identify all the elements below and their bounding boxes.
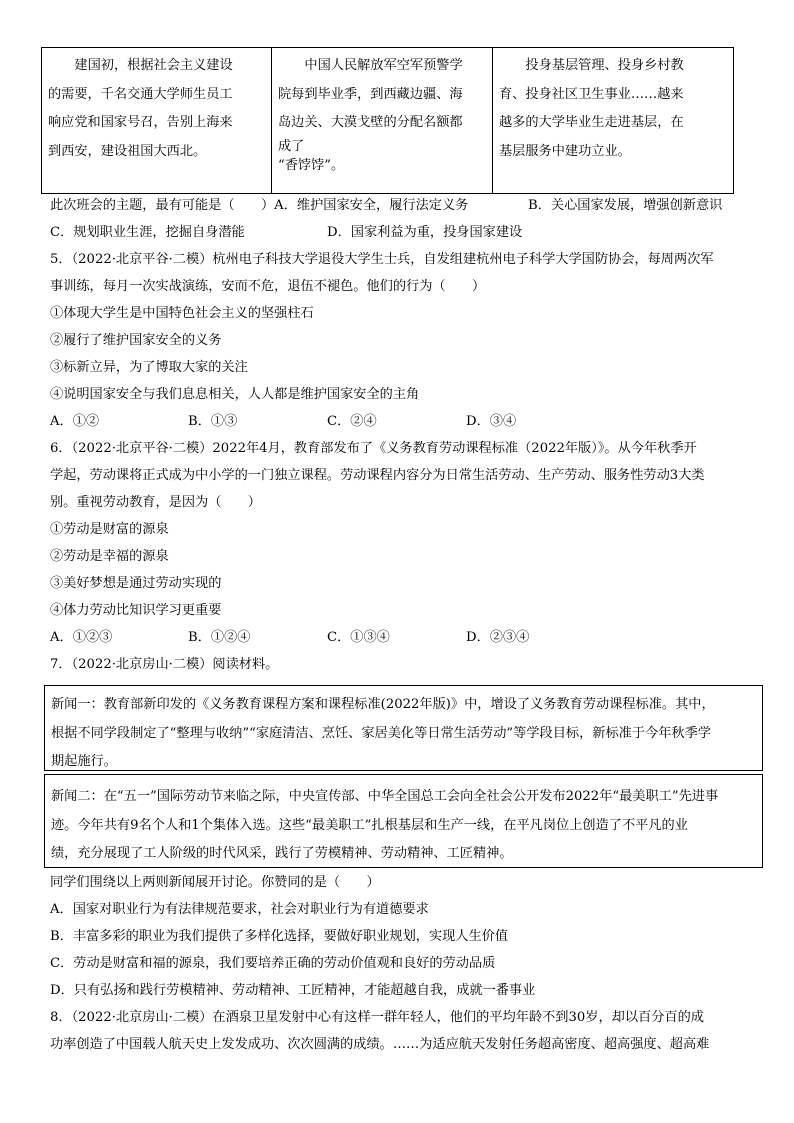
cell-line: 到西安，建设祖国大西北。	[48, 143, 207, 159]
q7-option-a: A．国家对职业行为有法律规范要求，社会对职业行为有道德要求	[50, 902, 429, 917]
news-line: 根据不同学段制定了“整理与收纳”“家庭清洁、烹饪、家居美化等日常生活劳动”等学段目标，新标准于今年秋季学	[51, 725, 711, 741]
q7-option-b: B．丰富多彩的职业为我们提供了多样化选择，要做好职业规划，实现人生价值	[50, 929, 509, 944]
news-line: 绩，充分展现了工人阶级的时代风采，践行了劳模精神、劳动精神、工匠精神。	[51, 846, 513, 861]
news-line: 新闻一：教育部新印发的《义务教育课程方案和课程标准(2022年版)》中，增设了义务教育劳动课程标准。其中，	[51, 697, 715, 712]
q4-option-c: C．规划职业生涯，挖掘自身潜能	[50, 225, 245, 240]
q6-stem-line: 6．（2022·北京平谷·二模）2022年4月，教育部发布了《义务教育劳动课程标准（2022年版）》。从今年秋季开	[50, 441, 697, 456]
cell-line: “香饽饽”。	[278, 157, 345, 173]
table-cell-3	[493, 48, 734, 194]
q6-option-b: B．①②④	[188, 630, 251, 645]
q6-stem-line: 别。重视劳动教育，是因为（ ）	[50, 495, 261, 510]
cell-line: 中国人民解放军空军预警学	[304, 58, 463, 73]
q6-option-d: D．②③④	[466, 630, 530, 645]
cell-line: 的需要，千名交通大学师生员工	[48, 86, 233, 102]
cell-line: 建国初，根据社会主义建设	[74, 58, 233, 73]
q5-statement: ④说明国家安全与我们息息相关，人人都是维护国家安全的主角	[50, 387, 420, 402]
cell-line: 投身基层管理、投身乡村教	[525, 58, 684, 73]
q4-option-d: D．国家利益为重，投身国家建设	[327, 225, 523, 240]
q5-stem-line: 5．（2022·北京平谷·二模）杭州电子科技大学退役大学生士兵，自发组建杭州电子科学大学国防协会，每周两次军	[50, 252, 714, 267]
q5-option-c: C．②④	[327, 414, 377, 429]
q5-stem-line: 事训练，每月一次实战演练，安而不危，退伍不褪色。他们的行为（ ）	[50, 279, 486, 294]
q8-stem-line: 8．（2022·北京房山·二模）在酒泉卫星发射中心有这样一群年轻人，他们的平均年龄不到30岁，却以百分百的成	[50, 1010, 704, 1025]
q5-option-b: B．①③	[188, 414, 238, 429]
cell-line: 越多的大学毕业生走进基层，在	[499, 115, 684, 130]
q5-statement: ③标新立异，为了博取大家的关注	[50, 360, 248, 375]
table-cell-1	[42, 48, 272, 194]
q5-statement: ②履行了维护国家安全的义务	[50, 333, 222, 348]
news-line: 迹。今年共有9名个人和1个集体入选。这些“最美职工”扎根基层和生产一线，在平凡岗位上创造了不平凡的业	[51, 817, 688, 833]
q7-option-d: D．只有弘扬和践行劳模精神、劳动精神、工匠精神，才能超越自我，成就一番事业	[50, 983, 536, 998]
q4-stem: 此次班会的主题，最有可能是（ ）A．维护国家安全，履行法定义务	[50, 198, 469, 213]
news-line: 新闻二：在“五一”国际劳动节来临之际，中央宣传部、中华全国总工会向全社会公开发布2022年“最美职工”先进事	[51, 789, 719, 804]
cell-line: 院每到毕业季，到西藏边疆、海	[278, 86, 463, 102]
table-cell-2	[272, 48, 493, 194]
q6-statement: ③美好梦想是通过劳动实现的	[50, 576, 222, 591]
news-box-2	[44, 774, 763, 868]
q6-stem-line: 学起，劳动课将正式成为中小学的一门独立课程。劳动课程内容分为日常生活劳动、生产劳动、服务性劳动3大类	[50, 468, 705, 483]
q6-statement: ②劳动是幸福的源泉	[50, 549, 169, 564]
cell-line: 岛边关、大漠戈壁的分配名额都	[278, 115, 463, 130]
q4-option-b: B．关心国家发展，增强创新意识	[528, 198, 723, 213]
q5-option-a: A．①②	[50, 414, 100, 429]
q6-option-a: A．①②③	[50, 630, 113, 645]
example-table	[41, 47, 734, 194]
q6-option-c: C．①③④	[327, 630, 390, 645]
news-line: 期起施行。	[51, 754, 117, 769]
news-box-1	[44, 685, 763, 771]
q7-question: 同学们围绕以上两则新闻展开讨论。你赞同的是（ ）	[50, 875, 380, 890]
q8-stem-line: 功率创造了中国载人航天史上发发成功、次次圆满的成绩。……为适应航天发射任务超高密度、超高强度、超高难	[50, 1037, 710, 1052]
q5-statement: ①体现大学生是中国特色社会主义的坚强柱石	[50, 306, 314, 321]
cell-line: 基层服务中建功立业。	[499, 143, 631, 159]
cell-line: 育、投身社区卫生事业……越来	[499, 86, 684, 102]
cell-line: 响应党和国家号召，告别上海来	[48, 115, 233, 130]
q6-statement: ①劳动是财富的源泉	[50, 522, 169, 537]
cell-line: 成了	[278, 138, 305, 154]
q5-option-d: D．③④	[466, 414, 517, 429]
table-row	[42, 48, 734, 194]
q6-statement: ④体力劳动比知识学习更重要	[50, 603, 222, 618]
q7-stem: 7．（2022·北京房山·二模）阅读材料。	[50, 657, 279, 672]
q7-option-c: C．劳动是财富和福的源泉，我们要培养正确的劳动价值观和良好的劳动品质	[50, 956, 496, 971]
